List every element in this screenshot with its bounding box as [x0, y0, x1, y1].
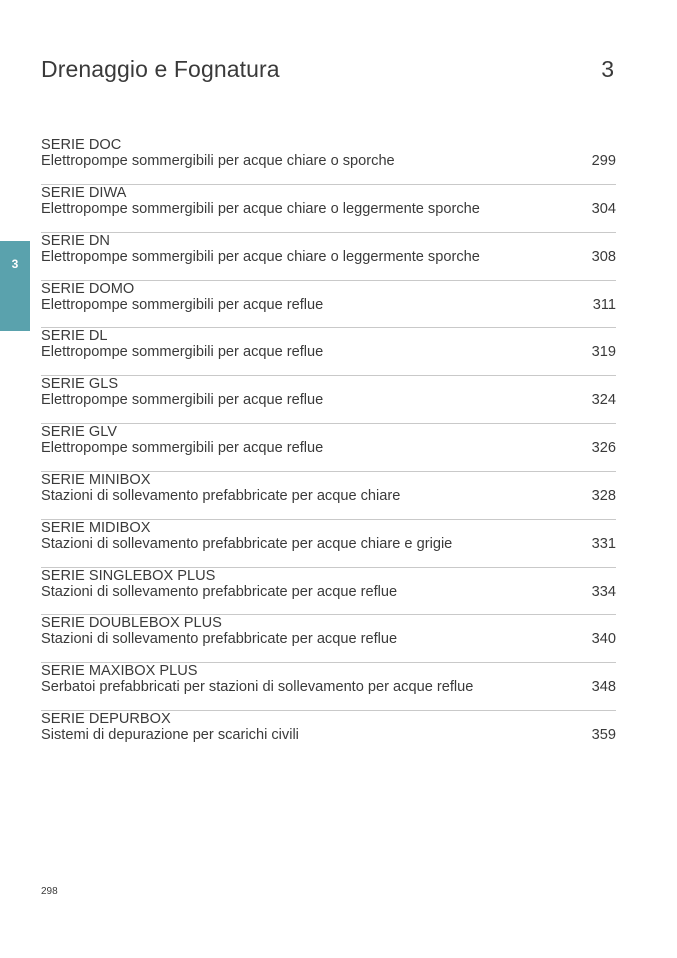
toc-page-number: 319 [591, 344, 616, 361]
toc-series-name: SERIE DOC [41, 137, 122, 153]
toc-description: Elettropompe sommergibili per acque reflue [41, 440, 324, 457]
toc-entry[interactable] [41, 472, 616, 520]
toc-page-number: 308 [591, 248, 616, 265]
toc-entry[interactable] [41, 328, 616, 376]
toc-series-name: SERIE DOUBLEBOX PLUS [41, 615, 222, 632]
toc-series-name: SERIE DOMO [41, 280, 135, 297]
toc-description: Elettropompe sommergibili per acque reflue [41, 296, 324, 313]
toc-series-name: SERIE MINIBOX [41, 471, 151, 488]
toc-entry[interactable] [41, 520, 616, 568]
toc-series-name: SERIE DN [41, 232, 110, 249]
toc-entry[interactable] [41, 185, 616, 233]
toc-page-number: 304 [591, 200, 616, 217]
toc-entry[interactable] [41, 233, 616, 281]
toc-page-number: 326 [591, 440, 616, 457]
toc-entry[interactable] [41, 376, 616, 424]
toc-page-number: 299 [591, 153, 616, 169]
toc-entry[interactable] [41, 424, 616, 472]
toc-series-name: SERIE DIWA [41, 184, 127, 201]
table-of-contents [41, 137, 616, 759]
toc-description: Serbatoi prefabbricati per stazioni di sollevamento per acque reflue [41, 679, 474, 696]
toc-series-name: SERIE MIDIBOX [41, 519, 151, 536]
toc-description: Elettropompe sommergibili per acque chiare o leggermente sporche [41, 200, 480, 217]
toc-entry[interactable] [41, 615, 616, 663]
toc-series-name: SERIE GLS [41, 376, 119, 393]
toc-page-number: 331 [591, 535, 616, 552]
toc-series-name: SERIE DEPURBOX [41, 711, 171, 728]
toc-entry[interactable] [41, 568, 616, 616]
toc-description: Stazioni di sollevamento prefabbricate per acque reflue [41, 631, 398, 648]
toc-page-number: 348 [591, 679, 616, 696]
toc-entry[interactable] [41, 711, 616, 759]
toc-description: Stazioni di sollevamento prefabbricate per acque reflue [41, 583, 398, 600]
toc-entry[interactable] [41, 137, 616, 185]
toc-series-name: SERIE MAXIBOX PLUS [41, 663, 198, 680]
toc-page-number: 324 [591, 392, 616, 409]
chapter-number: 3 [601, 56, 614, 82]
toc-description: Elettropompe sommergibili per acque reflue [41, 392, 324, 409]
toc-series-name: SERIE SINGLEBOX PLUS [41, 567, 216, 584]
toc-description: Elettropompe sommergibili per acque chiare o sporche [41, 153, 395, 169]
toc-page-number: 311 [592, 296, 616, 313]
toc-page-number: 340 [591, 631, 616, 648]
toc-description: Elettropompe sommergibili per acque chiare o leggermente sporche [41, 248, 480, 265]
toc-entry[interactable] [41, 281, 616, 329]
page-header [41, 56, 616, 88]
toc-page-number: 328 [591, 487, 616, 504]
chapter-title: Drenaggio e Fognatura [41, 56, 280, 82]
side-tab-label: 3 [11, 257, 19, 271]
toc-entry[interactable] [41, 663, 616, 711]
toc-series-name: SERIE GLV [41, 424, 117, 441]
toc-page-number: 359 [591, 727, 616, 744]
toc-description: Stazioni di sollevamento prefabbricate per acque chiare [41, 487, 401, 504]
toc-page-number: 334 [591, 583, 616, 600]
toc-description: Stazioni di sollevamento prefabbricate per acque chiare e grigie [41, 535, 453, 552]
toc-description: Elettropompe sommergibili per acque reflue [41, 344, 324, 361]
footer-page-number: 298 [41, 886, 58, 897]
chapter-side-tab [0, 241, 30, 331]
toc-series-name: SERIE DL [41, 328, 108, 345]
toc-description: Sistemi di depurazione per scarichi civili [41, 727, 299, 744]
